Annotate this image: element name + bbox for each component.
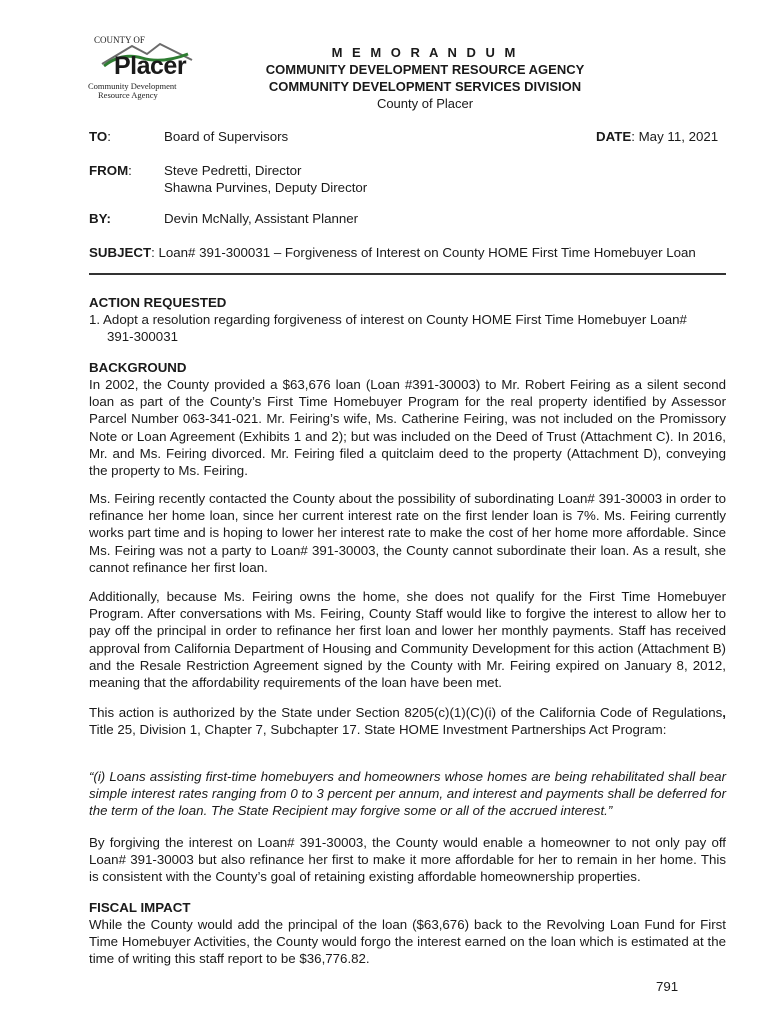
date-label: DATE — [596, 129, 632, 144]
action-item-cont: 391-300031 — [107, 329, 178, 344]
authority-text-a: This action is authorized by the State under Section 8205(c)(1)(C)(i) of the California Code of Regulations — [89, 705, 723, 720]
from-label-text: FROM — [89, 163, 129, 178]
logo-subtitle-line1: Community Development — [88, 81, 177, 91]
by-value: Devin McNally, Assistant Planner — [164, 211, 359, 226]
subject-value: Loan# 391-300031 – Forgiveness of Interest on County HOME First Time Homebuyer Loan — [158, 245, 696, 260]
to-label: TO: — [89, 129, 111, 144]
header-divider — [89, 273, 726, 275]
subject-line: SUBJECT: Loan# 391-300031 – Forgiveness of Interest on County HOME First Time Homebuyer Loan — [89, 245, 696, 260]
fiscal-paragraph: While the County would add the principal of the loan ($63,676) back to the Revolving Loan Fund for First Time Homebuyer Activities, the County would forgo the interest earned on the loan which is estimated at the time of writing this staff report to be $36,776.82. — [89, 917, 726, 967]
background-paragraph-4: This action is authorized by the State under Section 8205(c)(1)(C)(i) of the California Code of Regulations, Title 25, Division 1, Chapter 7, Subchapter 17. State HOME Investment Partnerships Act Program: — [89, 705, 726, 738]
logo-county-of: COUNTY OF — [94, 35, 145, 45]
date-value: May 11, 2021 — [638, 129, 719, 144]
to-label-text: TO — [89, 129, 108, 144]
date-line: DATE: May 11, 2021 — [596, 129, 719, 144]
logo-subtitle-line2: Resource Agency — [98, 90, 158, 100]
division-name: COMMUNITY DEVELOPMENT SERVICES DIVISION — [268, 79, 582, 94]
from-label: FROM: — [89, 163, 132, 178]
fiscal-heading: FISCAL IMPACT — [89, 900, 191, 915]
background-paragraph-1: In 2002, the County provided a $63,676 loan (Loan #391-30003) to Mr. Robert Feiring as a silent second loan as part of the County’s First Time Homebuyer Program for the real property identified by Assessor Parcel Number 063-341-021. Mr. Feiring’s wife, Ms. Catherine Feiring, was not included on the Promissory Note or Loan Agreement (Exhibits 1 and 2); but was included on the Deed of Trust (Attachment C). In 2016, Mr. and Ms. Feiring divorced. Mr. Feiring filed a quitclaim deed to the property (Attachment D), conveying the property to Ms. Feiring. — [89, 377, 726, 479]
action-item: 1. Adopt a resolution regarding forgiveness of interest on County HOME First Time Homebuyer Loan# — [89, 312, 687, 327]
background-paragraph-2: Ms. Feiring recently contacted the County about the possibility of subordinating Loan# 391-30003 in order to refinance her home loan, since her current interest rate on the first lender loan is 7%. Ms. Feiring currently works part time and is hoping to lower her interest rate to make the cost of her home more affordable. Since Ms. Feiring was not a party to Loan# 391-30003, the County cannot subordinate their loan. As a result, she cannot refinance her first loan. — [89, 491, 726, 575]
agency-name: COMMUNITY DEVELOPMENT RESOURCE AGENCY — [265, 62, 585, 77]
subject-label: SUBJECT — [89, 245, 152, 260]
logo-placer: Placer — [114, 52, 187, 80]
background-paragraph-3: Additionally, because Ms. Feiring owns the home, she does not qualify for the First Time Homebuyer Program. After conversations with Ms. Feiring, County Staff would like to forgive the interest to allow her to pay off the principal in order to refinance her first loan and lower her monthly payments. Staff has received approval from California Department of Housing and Community Development for this action (Attachment B) and the Resale Restriction Agreement signed by the County with Mr. Feiring expired on January 8, 2012, meaning that the affordability requirements of the loan have been met. — [89, 589, 726, 691]
page-number: 791 — [656, 979, 679, 994]
action-heading: ACTION REQUESTED — [89, 295, 227, 310]
memo-header — [0, 44, 770, 112]
memo-title: M E M O R A N D U M — [331, 45, 519, 60]
background-paragraph-5: By forgiving the interest on Loan# 391-30003, the County would enable a homeowner to not only pay off Loan# 391-30003 but also refinance her first to make it more affordable for her to remain in her home. This is consistent with the County’s goal of retaining existing affordable homeownership properties. — [89, 835, 726, 885]
by-label: BY: — [89, 211, 111, 226]
authority-text-b: Title 25, Division 1, Chapter 7, Subchapter 17. State HOME Investment Partnerships Act Program: — [89, 722, 667, 738]
from-line2: Shawna Purvines, Deputy Director — [164, 180, 368, 195]
county-name: County of Placer — [376, 96, 474, 111]
from-line1: Steve Pedretti, Director — [164, 163, 302, 178]
regulation-quote: “(i) Loans assisting first-time homebuyers and homeowners whose homes are being rehabilitated shall bear simple interest rates ranging from 0 to 3 percent per annum, and interest and payments shall be deferred for the term of the loan. The State Recipient may forgive some or all of the accrued interest.” — [89, 769, 726, 819]
background-heading: BACKGROUND — [89, 360, 187, 375]
to-value: Board of Supervisors — [164, 129, 289, 144]
